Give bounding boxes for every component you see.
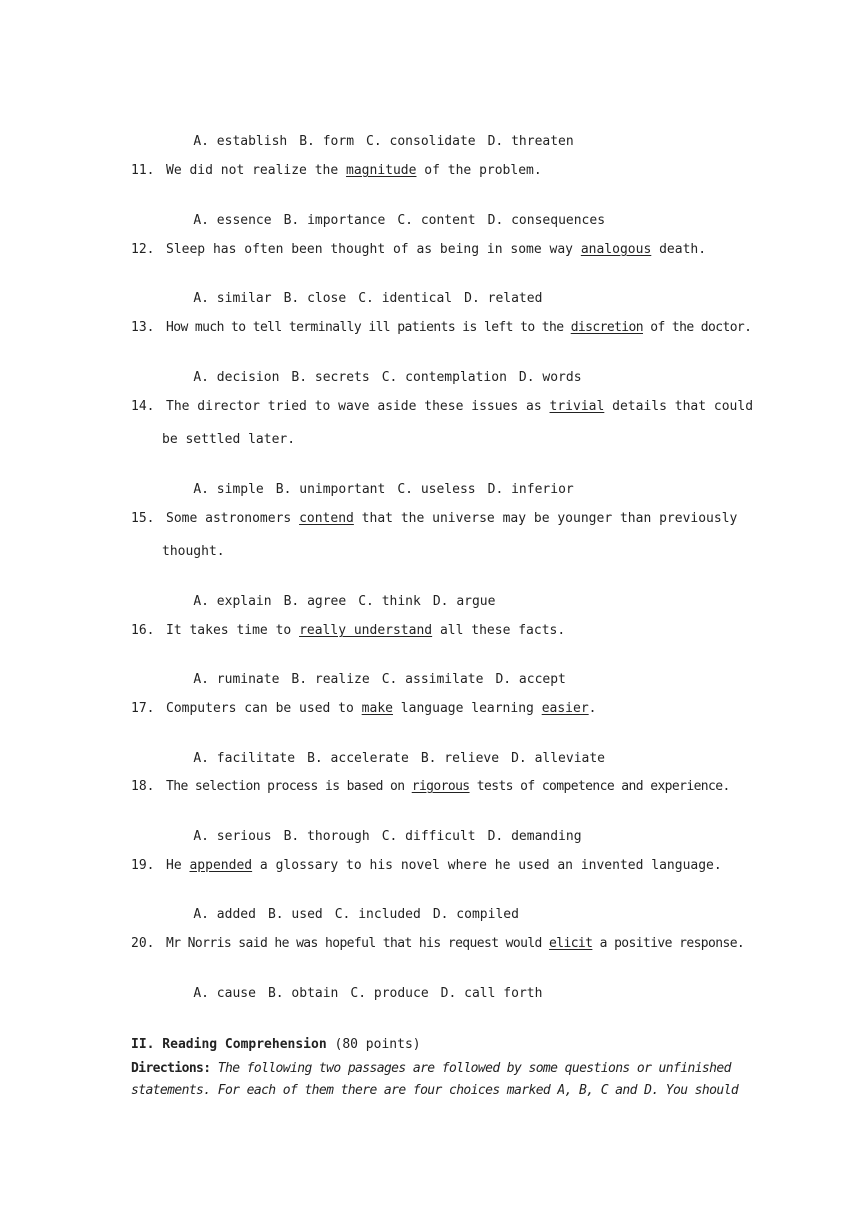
key-word: easier — [541, 701, 589, 716]
option: C. difficult — [381, 829, 476, 844]
question-text: Mr Norris said he was hopeful that his request would elicit a positive response. — [166, 936, 745, 951]
key-word: analogous — [580, 242, 652, 257]
option: C. contemplation — [381, 370, 507, 385]
key-word: discretion — [570, 320, 643, 335]
option: A. explain — [193, 594, 272, 609]
question-number: 13. — [131, 320, 155, 335]
q11-options — [162, 197, 605, 245]
option: C. produce — [350, 986, 429, 1001]
option: D. argue — [432, 594, 496, 609]
option: D. words — [518, 370, 582, 385]
q19-options — [162, 891, 519, 939]
directions-line-1: Directions: The following two passages are followed by some questions or unfinished — [131, 1061, 731, 1076]
key-word: elicit — [549, 936, 593, 951]
option: B. relieve — [420, 751, 500, 766]
key-word: trivial — [549, 399, 605, 414]
option: C. identical — [358, 291, 453, 306]
option: A. simple — [193, 482, 264, 497]
option: A. added — [193, 907, 256, 922]
option: B. accelerate — [307, 751, 409, 766]
question-number: 14. — [131, 399, 155, 414]
option: D. compiled — [432, 907, 519, 922]
option: A. decision — [193, 370, 280, 385]
question-text-continued: be settled later. — [162, 432, 296, 447]
directions-label: Directions: — [131, 1061, 211, 1076]
q13-options — [162, 354, 582, 402]
question-number: 11. — [131, 163, 155, 178]
option: D. call forth — [440, 986, 543, 1001]
section-points: (80 points) — [334, 1037, 421, 1052]
option: D. demanding — [487, 829, 582, 844]
question-text: Computers can be used to make language learning easier. — [166, 701, 597, 716]
option: A. establish — [193, 134, 288, 149]
question-text: The director tried to wave aside these issues as trivial details that could — [166, 399, 754, 414]
question-text: He appended a glossary to his novel where he used an invented language. — [166, 858, 722, 873]
option: D. consequences — [487, 213, 606, 228]
q10-options — [162, 118, 574, 166]
question-number: 18. — [131, 779, 155, 794]
key-word: rigorous — [411, 779, 470, 794]
option: A. essence — [193, 213, 272, 228]
option: A. serious — [193, 829, 272, 844]
option: D. related — [464, 291, 543, 306]
key-word: appended — [189, 858, 253, 873]
question-number: 17. — [131, 701, 155, 716]
option: C. useless — [397, 482, 476, 497]
option: B. thorough — [283, 829, 370, 844]
key-word: make — [361, 701, 393, 716]
option: B. realize — [291, 672, 370, 687]
option: A. facilitate — [193, 751, 296, 766]
question-number: 16. — [131, 623, 155, 638]
option: C. content — [397, 213, 476, 228]
question-text: The selection process is based on rigorous tests of competence and experience. — [166, 779, 730, 794]
question-text: Some astronomers contend that the universe may be younger than previously — [166, 511, 738, 526]
option: B. used — [267, 907, 323, 922]
option: C. included — [334, 907, 421, 922]
q14-options — [162, 466, 574, 514]
option: B. unimportant — [275, 482, 386, 497]
option: B. importance — [283, 213, 386, 228]
question-text: It takes time to really understand all these facts. — [166, 623, 566, 638]
question-number: 19. — [131, 858, 155, 873]
question-text: How much to tell terminally ill patients is left to the discretion of the doctor. — [166, 320, 752, 335]
option: D. alleviate — [511, 751, 606, 766]
option: C. consolidate — [366, 134, 476, 149]
q16-options — [162, 656, 566, 704]
q12-options — [162, 275, 542, 323]
section-heading — [131, 1037, 421, 1053]
option: D. threaten — [487, 134, 574, 149]
section-title: II. Reading Comprehension — [131, 1037, 327, 1052]
option: D. accept — [495, 672, 566, 687]
directions-line-2: statements. For each of them there are four choices marked A, B, C and D. You should — [131, 1083, 739, 1098]
q20-options — [162, 970, 542, 1018]
question-number: 20. — [131, 936, 155, 951]
question-text: We did not realize the magnitude of the problem. — [166, 163, 542, 178]
option: B. obtain — [267, 986, 339, 1001]
option: C. think — [358, 594, 421, 609]
q17-options — [162, 735, 605, 783]
key-word: contend — [299, 511, 354, 526]
option: B. agree — [283, 594, 347, 609]
option: D. inferior — [487, 482, 574, 497]
q15-options — [162, 578, 495, 626]
key-word: magnitude — [346, 163, 417, 178]
option: A. cause — [193, 986, 256, 1001]
question-number: 15. — [131, 511, 155, 526]
key-word: really understand — [299, 623, 433, 638]
option: B. secrets — [291, 370, 370, 385]
question-text: Sleep has often been thought of as being in some way analogous death. — [166, 242, 707, 257]
question-number: 12. — [131, 242, 155, 257]
option: B. close — [283, 291, 347, 306]
option: A. ruminate — [193, 672, 280, 687]
question-text-continued: thought. — [162, 544, 225, 559]
q18-options — [162, 813, 582, 861]
option: A. similar — [193, 291, 272, 306]
option: C. assimilate — [381, 672, 484, 687]
option: B. form — [299, 134, 355, 149]
